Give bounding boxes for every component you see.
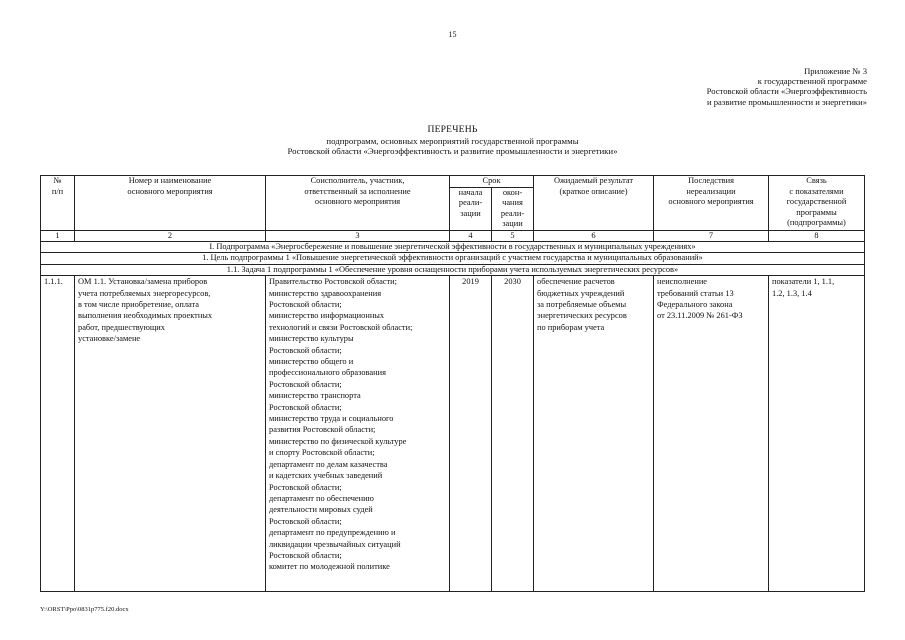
measures-table [40, 175, 865, 592]
appendix-header [637, 66, 867, 107]
section-task: 1.1. Задача 1 подпрограммы 1 «Обеспечение уровня оснащенности приборами учета используемых энергетических ресурсов» [41, 264, 865, 275]
row-indicator-link: показатели 1, 1.1, 1.2, 1.3, 1.4 [769, 276, 865, 592]
column-number: 6 [534, 230, 654, 241]
column-number: 7 [654, 230, 769, 241]
row-start-year: 2019 [450, 276, 492, 592]
title-line: Ростовской области «Энергоэффективность и развитие промышленности и энергетики» [287, 146, 618, 156]
title-main: ПЕРЕЧЕНЬ [427, 124, 478, 135]
header-term-end: окон- чания реали- зации [492, 187, 534, 230]
row-end-year: 2030 [492, 276, 534, 592]
column-number: 8 [769, 230, 865, 241]
row-executors: Правительство Ростовской области; министерство здравоохранения Ростовской области; министерство информационных технологий и связи Ростовской области; министерство культуры Ростовской области; министерство общего и профессионального образования Ростовской области; министерство транспорта Ростовской области; министерство труда и социального развития Ростовской области; министерство по физической культуре и спорту Ростовской области; департамент по делам казачества и кадетских учебных заведений Ростовской области; департамент по обеспечению деятельности мировых судей Ростовской области; департамент по предупреждению и ликвидации чрезвычайных ситуаций Ростовской области; комитет по молодежной политике [266, 276, 450, 592]
file-path-footer: Y:\ORST\Ppo\0831p775.f20.docx [40, 606, 129, 613]
row-expected-result: обеспечение расчетов бюджетных учреждений за потребляемые объемы энергетических ресурсов по приборам учета [534, 276, 654, 592]
document-title [0, 125, 905, 157]
row-consequences: неисполнение требований статьи 13 Федерального закона от 23.11.2009 № 261-ФЗ [654, 276, 769, 592]
column-number: 3 [266, 230, 450, 241]
row-measure-name: ОМ 1.1. Установка/замена приборов учета потребляемых энергоресурсов, в том числе приобретение, оплата выполнения необходимых проектных работ, предшествующих установке/замене [75, 276, 266, 592]
header-num: № п/п [41, 176, 75, 231]
appendix-line: Приложение № 3 [804, 66, 867, 76]
title-line: подпрограмм, основных мероприятий государственной программы [326, 135, 579, 146]
header-term-start: начала реали- зации [450, 187, 492, 230]
header-row [41, 176, 865, 188]
appendix-line: к государственной программе [757, 76, 867, 87]
appendix-line: Ростовской области «Энергоэффективность [706, 86, 867, 97]
table-row [41, 276, 865, 592]
column-numbers-row [41, 230, 865, 241]
column-number: 4 [450, 230, 492, 241]
header-link: Связь с показателями государственной программы (подпрограммы) [769, 176, 865, 231]
header-term: Срок [450, 176, 534, 188]
header-result: Ожидаемый результат (краткое описание) [534, 176, 654, 231]
row-number: 1.1.1. [41, 276, 75, 592]
section-subprogram-row [41, 241, 865, 252]
section-task-row [41, 264, 865, 275]
column-number: 2 [75, 230, 266, 241]
appendix-line: и развитие промышленности и энергетики» [706, 96, 867, 107]
section-goal-row [41, 253, 865, 264]
column-number: 5 [492, 230, 534, 241]
header-name: Номер и наименование основного мероприятия [75, 176, 266, 231]
page-number: 15 [448, 30, 457, 39]
section-subprogram: I. Подпрограмма «Энергосбережение и повышение энергетической эффективности в государственных и муниципальных учреждениях» [41, 241, 865, 252]
header-executor: Соисполнитель, участник, ответственный за исполнение основного мероприятия [266, 176, 450, 231]
section-goal: 1. Цель подпрограммы 1 «Повышение энергетической эффективности организаций с участием государства и муниципальных образований» [41, 253, 865, 264]
column-number: 1 [41, 230, 75, 241]
header-consequences: Последствия нереализации основного мероприятия [654, 176, 769, 231]
